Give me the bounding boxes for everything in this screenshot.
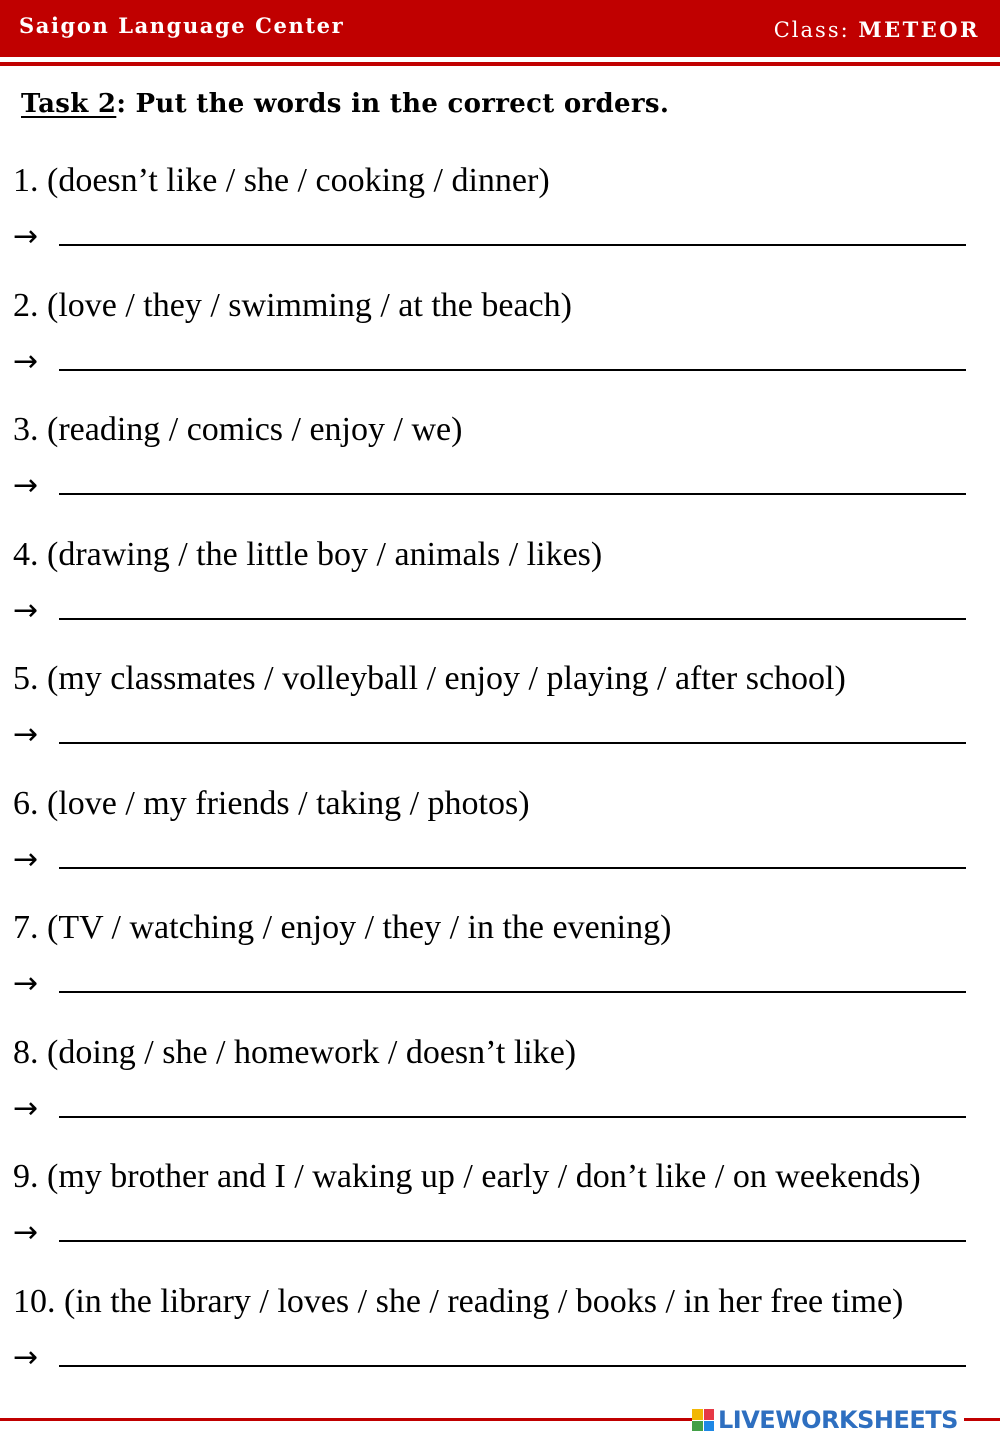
answer-line[interactable]	[59, 1365, 966, 1367]
answer-line[interactable]	[59, 867, 966, 869]
answer-line[interactable]	[59, 618, 966, 620]
answer-line[interactable]	[59, 1240, 966, 1242]
arrow-icon: →	[13, 841, 39, 877]
task-label: Task 2	[21, 89, 117, 119]
arrow-icon: →	[13, 966, 39, 1001]
exercise-item	[0, 1157, 1000, 1282]
exercise-item	[0, 535, 1000, 660]
arrow-icon: →	[13, 717, 39, 752]
arrow-icon: →	[13, 468, 39, 503]
answer-line[interactable]	[59, 493, 966, 495]
arrow-icon: →	[13, 1215, 39, 1250]
logo-icon	[692, 1409, 714, 1431]
exercise-prompt: 2. (love / they / swimming / at the beach)	[13, 286, 572, 324]
exercise-prompt: 5. (my classmates / volleyball / enjoy / playing / after school)	[13, 660, 846, 697]
exercise-prompt: 1. (doesn’t like / she / cooking / dinner)	[13, 162, 550, 199]
answer-line[interactable]	[59, 244, 966, 246]
header-bar	[0, 0, 1000, 57]
arrow-icon: →	[13, 1339, 39, 1375]
exercise-item	[0, 1033, 1000, 1158]
answer-line[interactable]	[59, 369, 966, 371]
answer-line[interactable]	[59, 742, 966, 744]
exercise-item	[0, 286, 1000, 411]
exercise-prompt: 7. (TV / watching / enjoy / they / in the evening)	[13, 909, 672, 946]
answer-line[interactable]	[59, 1116, 966, 1118]
exercise-item	[0, 784, 1000, 909]
exercise-prompt: 8. (doing / she / homework / doesn’t like)	[13, 1033, 577, 1071]
exercise-prompt: 4. (drawing / the little boy / animals / likes)	[13, 535, 603, 573]
exercise-prompt: 10. (in the library / loves / she / reading / books / in her free time)	[13, 1282, 904, 1320]
class-info	[774, 17, 980, 42]
logo-text: LIVEWORKSHEETS	[718, 1406, 958, 1434]
liveworksheets-logo	[692, 1404, 964, 1436]
arrow-icon: →	[13, 592, 39, 628]
arrow-icon: →	[13, 219, 39, 254]
exercise-item	[0, 1282, 1000, 1407]
header-divider	[0, 62, 1000, 66]
arrow-icon: →	[13, 343, 39, 379]
class-label: Class:	[773, 18, 850, 42]
answer-line[interactable]	[59, 991, 966, 993]
exercise-prompt: 6. (love / my friends / taking / photos)	[13, 784, 530, 822]
exercise-prompt: 3. (reading / comics / enjoy / we)	[13, 411, 463, 448]
exercise-item	[0, 161, 1000, 286]
task-instruction: : Put the words in the correct orders.	[116, 89, 670, 119]
task-title	[21, 89, 669, 119]
exercise-item	[0, 410, 1000, 535]
class-value: METEOR	[858, 17, 980, 42]
arrow-icon: →	[13, 1090, 39, 1126]
exercise-prompt: 9. (my brother and I / waking up / early / don’t like / on weekends)	[13, 1158, 921, 1195]
exercise-item	[0, 659, 1000, 784]
school-name: Saigon Language Center	[19, 13, 345, 38]
exercise-item	[0, 908, 1000, 1033]
